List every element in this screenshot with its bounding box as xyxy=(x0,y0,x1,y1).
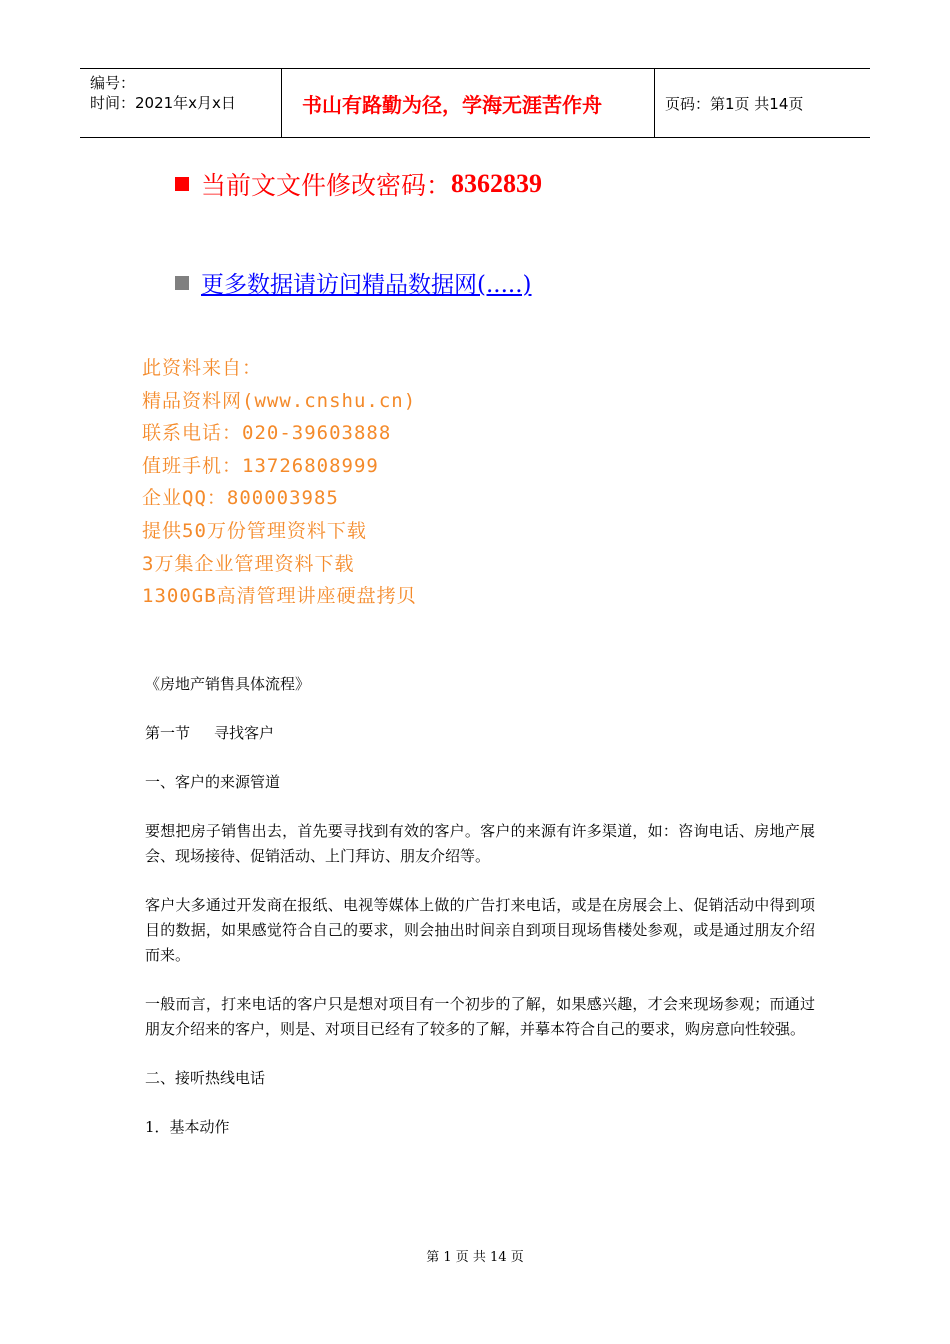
source-line: 此资料来自： xyxy=(142,357,263,379)
source-line: 3万集企业管理资料下载 xyxy=(142,552,355,575)
page-footer xyxy=(0,1246,950,1265)
number-label: 编号： xyxy=(90,74,136,92)
source-line: 联系电话：020-39603888 xyxy=(142,422,392,445)
date-label: 时间：2021年x月x日 xyxy=(90,94,236,112)
data-site-link[interactable]: 更多数据请访问精品数据网(.....) xyxy=(201,272,532,298)
paragraph: 一般而言，打来电话的客户只是想对项目有一个初步的了解，如果感兴趣，才会来现场参观；而通过朋友介绍来的客户，则是、对项目已经有了较多的了解，并摹本符合自己的要求，购房意向性较强。 xyxy=(145,995,815,1038)
document-body xyxy=(145,672,815,1164)
source-line: 提供50万份管理资料下载 xyxy=(142,519,367,542)
document-title: 《房地产销售具体流程》 xyxy=(145,675,311,693)
section-heading xyxy=(145,721,815,746)
section-number: 第一节 xyxy=(145,724,191,742)
section-title: 寻找客户 xyxy=(214,724,275,742)
motto-text: 书山有路勤为径，学海无涯苦作舟 xyxy=(302,92,602,117)
source-line: 精品资料网(www.cnshu.cn) xyxy=(142,389,417,412)
password-text: 当前文文件修改密码： xyxy=(201,171,452,200)
header-meta-cell xyxy=(80,69,282,137)
source-line: 1300GB高清管理讲座硬盘拷贝 xyxy=(142,585,417,608)
source-block xyxy=(142,352,417,613)
red-square-bullet-icon xyxy=(175,177,189,191)
password-code: 8362839 xyxy=(451,169,543,198)
heading-customer-sources: 一、客户的来源管道 xyxy=(145,773,281,791)
paragraph: 要想把房子销售出去，首先要寻找到有效的客户。客户的来源有许多渠道，如：咨询电话、房地产展会、现场接待、促销活动、上门拜访、朋友介绍等。 xyxy=(145,822,815,865)
header-page-cell xyxy=(655,69,870,137)
header-motto-cell xyxy=(282,69,655,137)
link-banner xyxy=(175,266,532,299)
paragraph: 客户大多通过开发商在报纸、电视等媒体上做的广告打来电话，或是在房展会上、促销活动中得到项目的数据，如果感觉符合自己的要求，则会抽出时间亲自到项目现场售楼处参观，或是通过朋友介绍而来。 xyxy=(145,896,815,964)
password-banner xyxy=(175,166,542,202)
source-line: 值班手机：13726808999 xyxy=(142,454,379,477)
footer-page-number: 第 1 页 共 14 页 xyxy=(426,1250,524,1265)
heading-basic-actions: 1．基本动作 xyxy=(145,1118,230,1136)
heading-hotline: 二、接听热线电话 xyxy=(145,1069,266,1087)
page-info: 页码：第1页 共14页 xyxy=(665,94,804,113)
document-header xyxy=(80,68,870,138)
gray-square-bullet-icon xyxy=(175,276,189,290)
source-line: 企业QQ：800003985 xyxy=(142,487,339,510)
